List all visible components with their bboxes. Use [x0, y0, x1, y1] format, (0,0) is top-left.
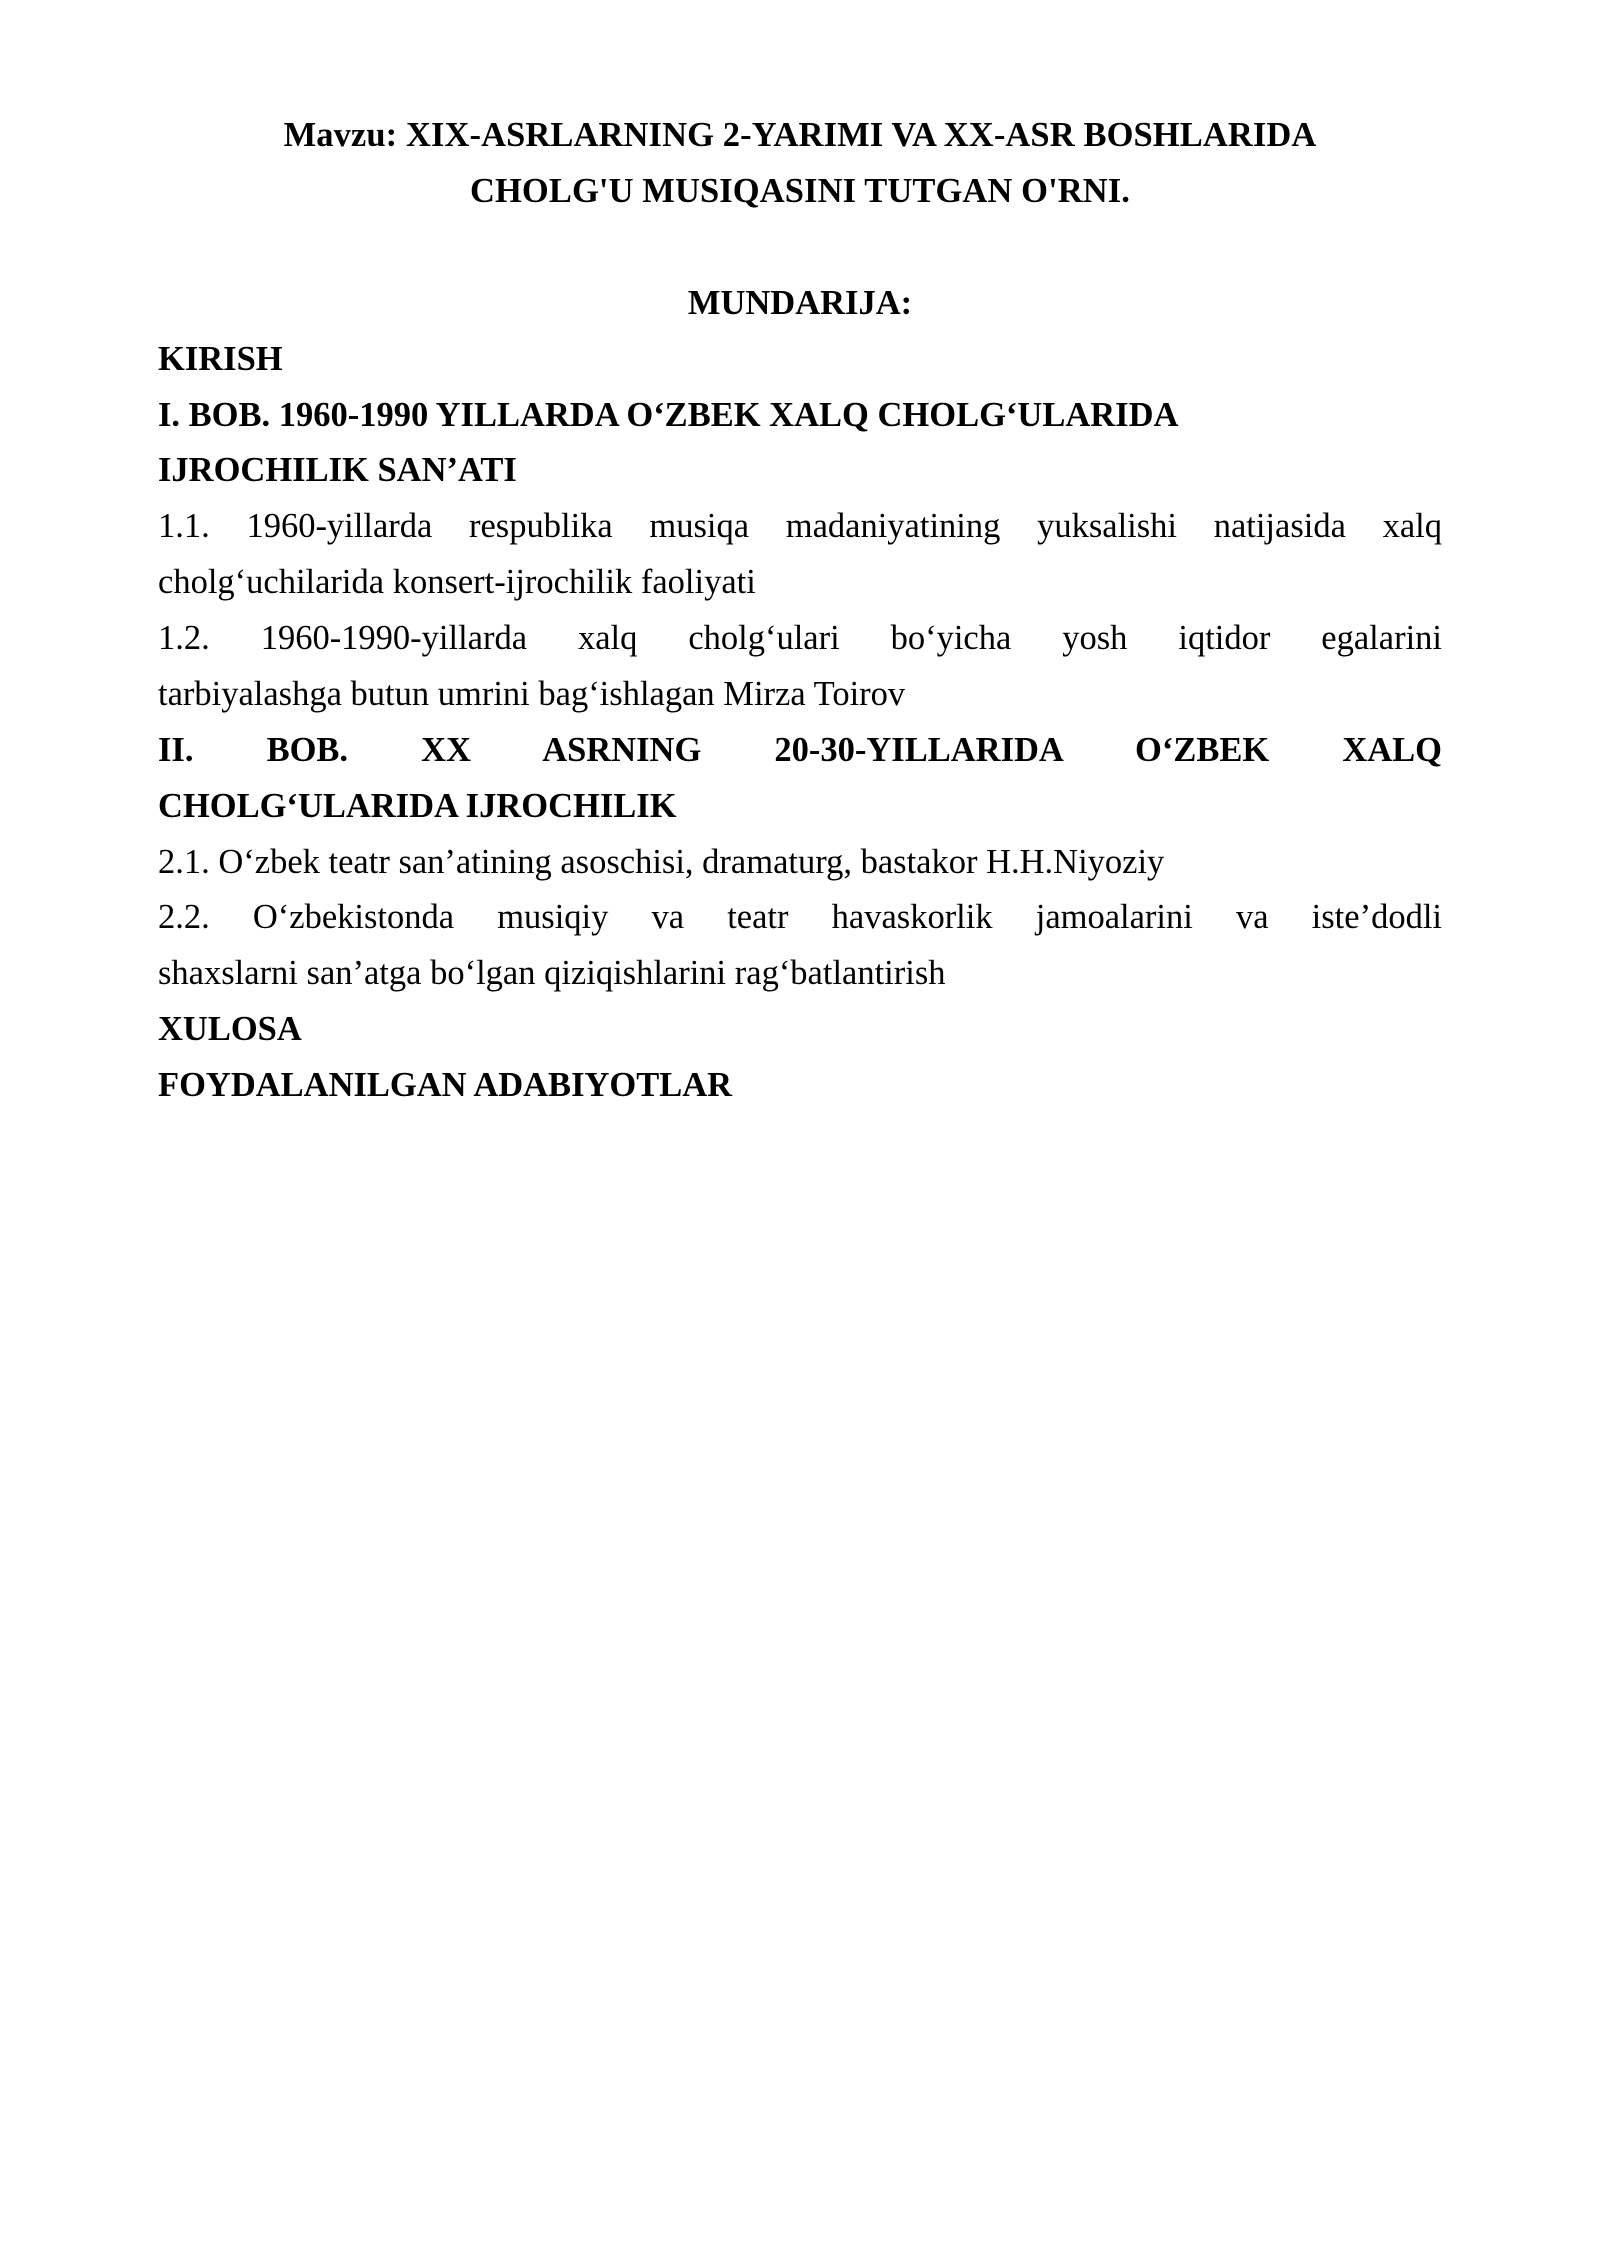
toc-entry-chapter-2-line-1: II. BOB. XX ASRNING 20-30-YILLARIDA O‘ZBEK XALQ — [158, 730, 1442, 769]
toc-entry-2-2-line-2: shaxslarni san’atga bo‘lgan qiziqishlarini rag‘batlantirish — [158, 954, 946, 993]
toc-entry-2-2-line-1: 2.2. O‘zbekistonda musiqiy va teatr havaskorlik jamoalarini va iste’dodli — [158, 898, 1442, 937]
toc-entry-chapter-1-line-2: IJROCHILIK SAN’ATI — [158, 451, 517, 490]
contents-heading: MUNDARIJA: — [687, 283, 913, 322]
title-spacer — [158, 220, 1442, 276]
toc-entry-xulosa: XULOSA — [158, 1010, 302, 1049]
toc-entry-1-1-line-2: cholg‘uchilarida konsert-ijrochilik faoliyati — [158, 563, 756, 602]
toc-entry-1-1-line-1: 1.1. 1960-yillarda respublika musiqa madaniyatining yuksalishi natijasida xalq — [158, 507, 1442, 546]
document-title-line-1: Mavzu: XIX-ASRLARNING 2-YARIMI VA XX-ASR BOSHLARIDA — [283, 116, 1317, 154]
toc-entry-kirish: KIRISH — [158, 339, 283, 378]
document-title-line-2: CHOLG'U MUSIQASINI TUTGAN O'RNI. — [469, 171, 1131, 210]
document-body — [158, 108, 1442, 1114]
toc-entry-2-1: 2.1. O‘zbek teatr san’atining asoschisi, dramaturg, bastakor H.H.Niyoziy — [158, 842, 1165, 881]
toc-entry-references: FOYDALANILGAN ADABIYOTLAR — [158, 1066, 733, 1104]
toc-entry-chapter-1-line-1: I. BOB. 1960-1990 YILLARDA O‘ZBEK XALQ CHOLG‘ULARIDA — [158, 395, 1179, 434]
toc-entry-1-2-line-1: 1.2. 1960-1990-yillarda xalq cholg‘ulari bo‘yicha yosh iqtidor egalarini — [158, 619, 1442, 657]
toc-entry-1-2-line-2: tarbiyalashga butun umrini bag‘ishlagan Mirza Toirov — [158, 674, 906, 713]
toc-entry-chapter-2-line-2: CHOLG‘ULARIDA IJROCHILIK — [158, 786, 677, 825]
